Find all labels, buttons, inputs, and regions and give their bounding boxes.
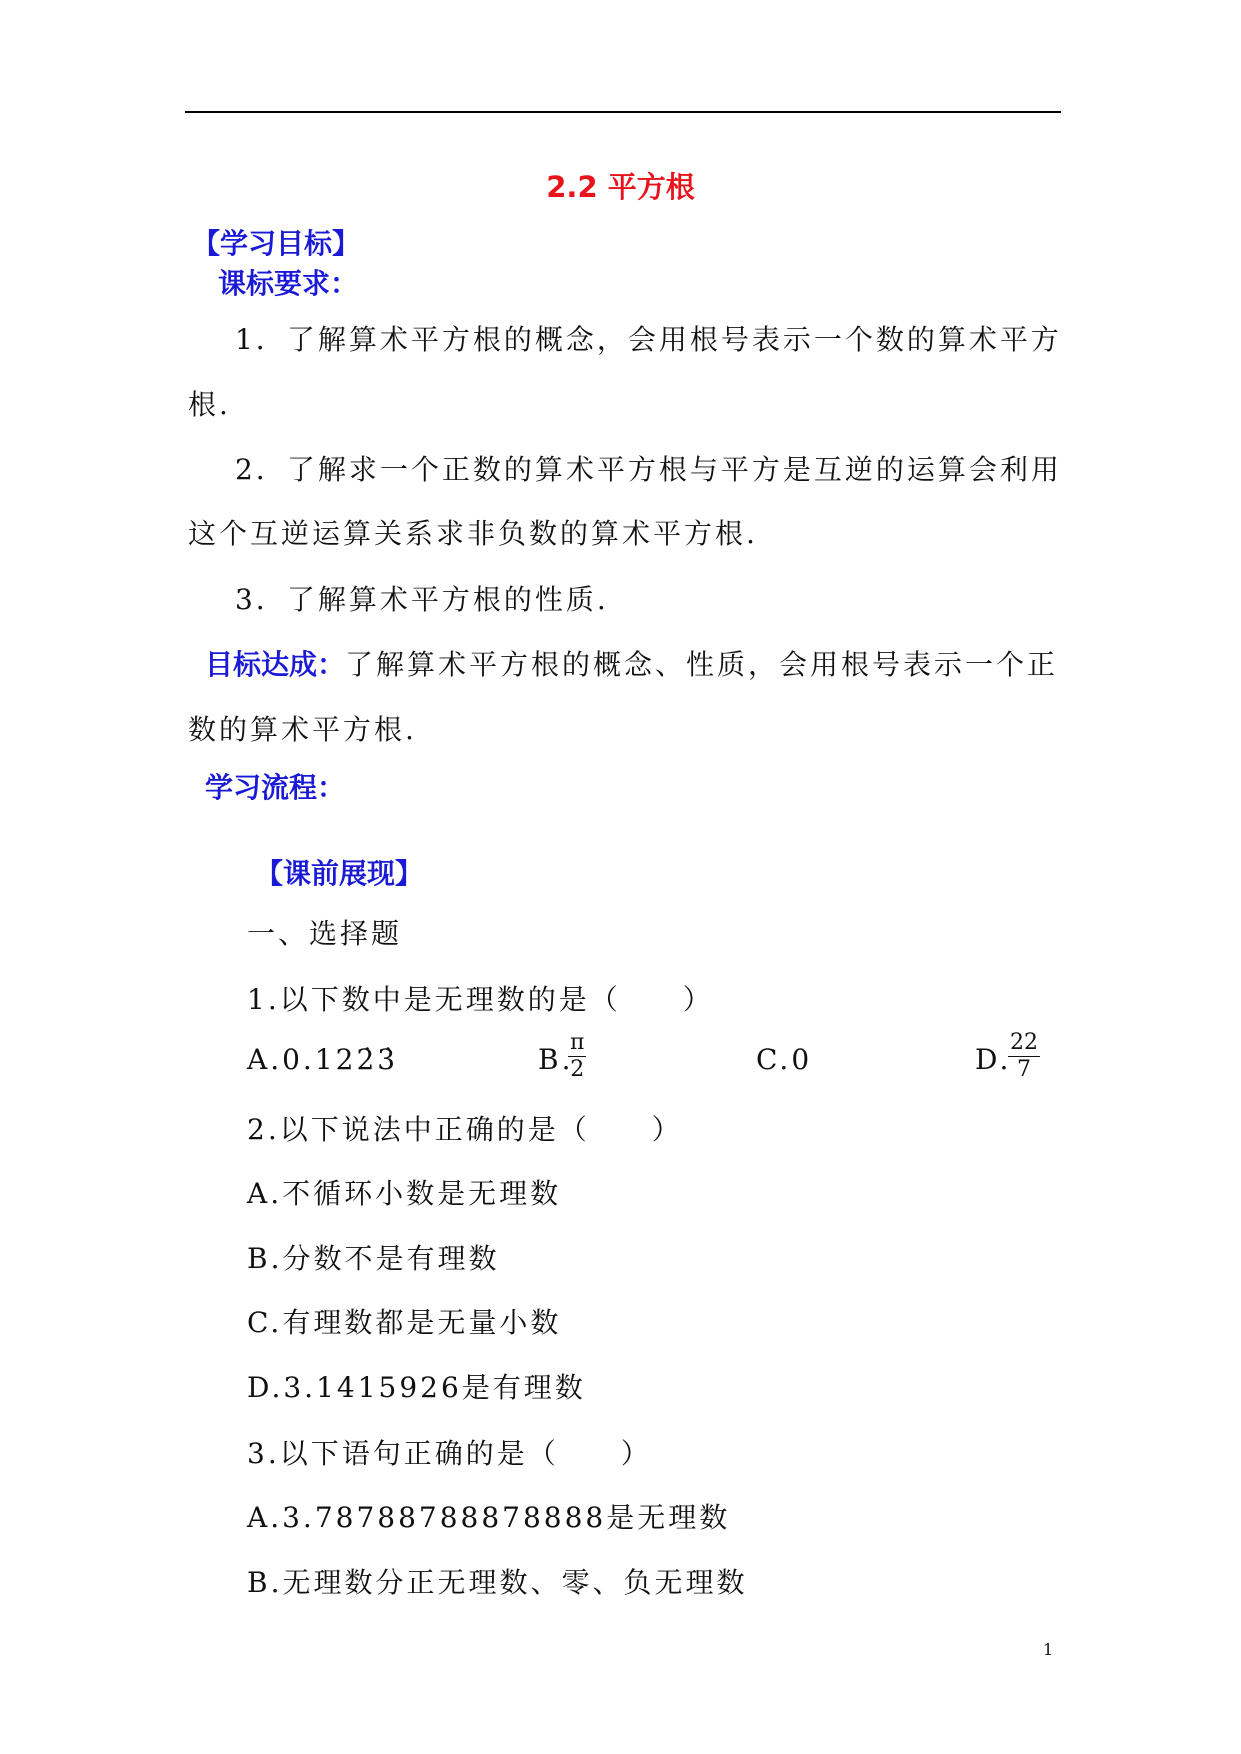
- fraction-numerator: 22: [1010, 1030, 1038, 1055]
- page-title: 2.2 平方根: [546, 170, 695, 204]
- question-2-option-c: C.有理数都是无量小数: [247, 1306, 562, 1339]
- question-1-option-b-fraction: [568, 1030, 586, 1083]
- header-rule: [185, 111, 1061, 113]
- question-3-option-b: B.无理数分正无理数、零、负无理数: [247, 1566, 748, 1599]
- question-1-option-c: C.0: [756, 1043, 813, 1076]
- fraction-numerator: π: [570, 1030, 585, 1055]
- question-1-option-a: A.0.122̇3̇: [247, 1043, 399, 1076]
- objective-3: 3．了解算术平方根的性质.: [235, 583, 609, 616]
- question-1-option-d-prefix: D.: [975, 1043, 1012, 1076]
- question-1-stem: 1.以下数中是无理数的是（ ）: [247, 983, 714, 1016]
- page-number: 1: [1043, 1640, 1054, 1659]
- fraction-denominator: 2: [570, 1057, 585, 1082]
- goal-text-line2: 数的算术平方根.: [188, 713, 417, 746]
- section-objectives-heading: 【学习目标】: [192, 227, 361, 260]
- question-2-stem: 2.以下说法中正确的是（ ）: [247, 1113, 683, 1146]
- objective-2-line1: 2．了解求一个正数的算术平方根与平方是互逆的运算会利用: [235, 453, 1062, 486]
- question-3-stem: 3.以下语句正确的是（ ）: [247, 1437, 652, 1470]
- question-2-option-d: D.3.1415926是有理数: [247, 1371, 586, 1404]
- goal-text-line1: 了解算术平方根的概念、性质，会用根号表示一个正: [345, 648, 1059, 681]
- question-2-option-b: B.分数不是有理数: [247, 1242, 500, 1275]
- pre-class-heading: 【课前展现】: [255, 857, 424, 890]
- question-1-option-b-prefix: B.: [538, 1043, 574, 1076]
- goal-label: 目标达成：: [205, 648, 346, 681]
- learning-flow-label: 学习流程：: [205, 771, 346, 804]
- objective-1-line1: 1．了解算术平方根的概念，会用根号表示一个数的算术平方: [235, 323, 1062, 356]
- question-2-option-a: A.不循环小数是无理数: [247, 1177, 562, 1210]
- question-3-option-a: A.3.78788788878888是无理数: [247, 1501, 731, 1534]
- objective-1-line2: 根.: [188, 388, 231, 421]
- question-1-option-d-fraction: [1008, 1030, 1040, 1083]
- fraction-denominator: 7: [1017, 1057, 1031, 1082]
- curriculum-requirements-label: 课标要求：: [218, 267, 359, 300]
- objective-2-line2: 这个互逆运算关系求非负数的算术平方根.: [188, 517, 758, 550]
- part-one-heading: 一、选择题: [247, 917, 403, 950]
